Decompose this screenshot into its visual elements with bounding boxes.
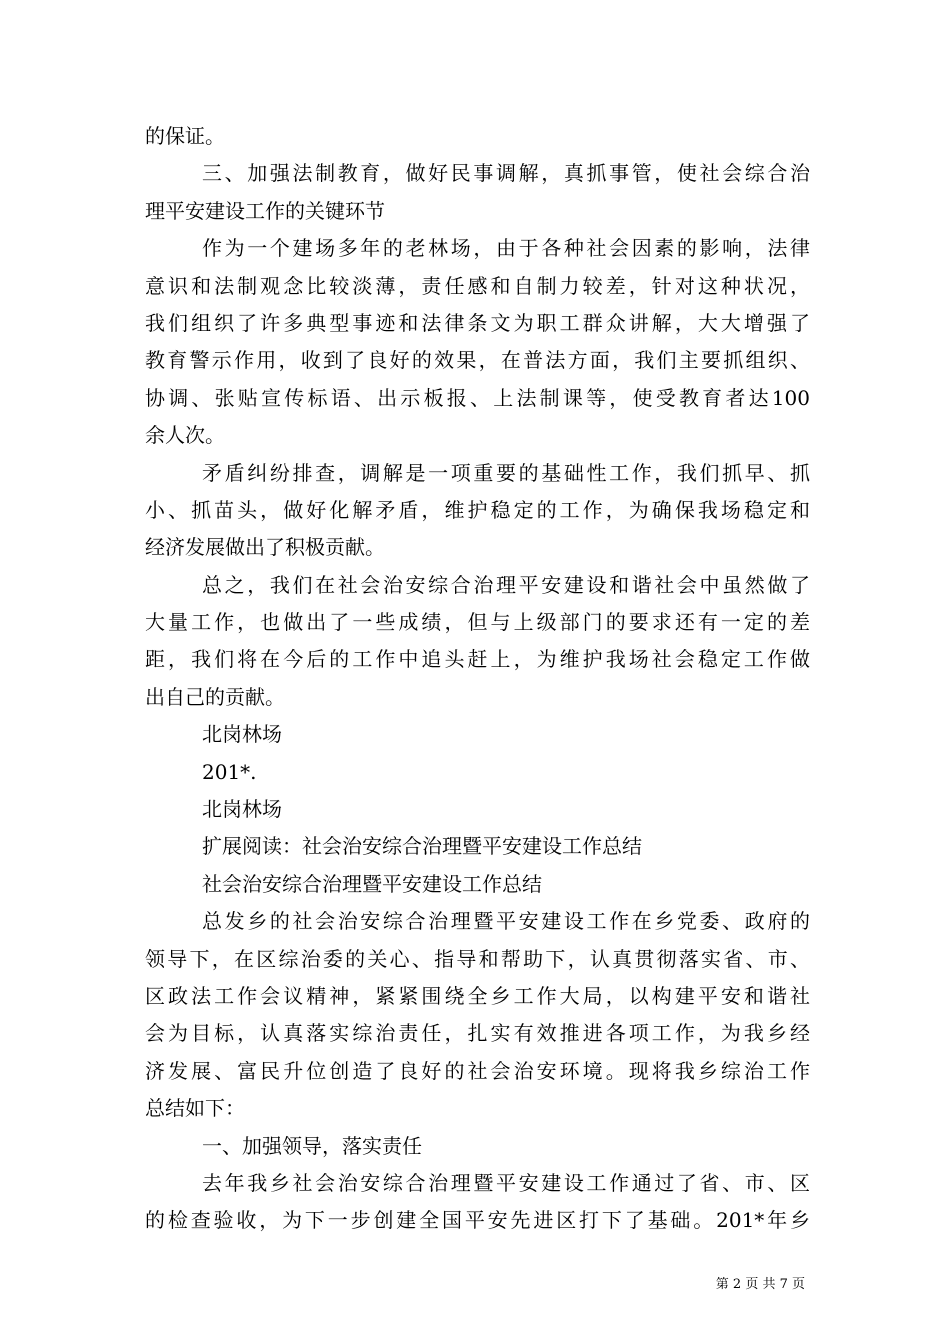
text-line: 扩展阅读：社会治安综合治理暨平安建设工作总结	[202, 834, 642, 859]
text-line: 总结如下：	[145, 1096, 245, 1121]
text-line: 我们组织了许多典型事迹和法律条文为职工群众讲解，大大增强了	[145, 310, 810, 335]
text-line: 距，我们将在今后的工作中追头赶上，为维护我场社会稳定工作做	[145, 647, 810, 672]
text-line: 出自己的贡献。	[145, 684, 285, 709]
text-line: 总之，我们在社会治安综合治理平安建设和谐社会中虽然做了	[202, 572, 810, 597]
text-line: 北岗林场	[202, 722, 282, 747]
text-line: 意识和法制观念比较淡薄，责任感和自制力较差，针对这种状况，	[145, 273, 810, 298]
text-line: 小、抓苗头，做好化解矛盾，维护稳定的工作，为确保我场稳定和	[145, 497, 810, 522]
text-line: 领导下，在区综治委的关心、指导和帮助下，认真贯彻落实省、市、	[145, 946, 810, 971]
text-line: 总发乡的社会治安综合治理暨平安建设工作在乡党委、政府的	[202, 909, 810, 934]
document-body	[145, 118, 810, 1240]
text-line: 会为目标，认真落实综治责任，扎实有效推进各项工作，为我乡经	[145, 1021, 810, 1046]
text-line: 一、加强领导，落实责任	[202, 1133, 422, 1158]
text-line: 北岗林场	[202, 797, 282, 822]
text-line: 济发展、富民升位创造了良好的社会治安环境。现将我乡综治工作	[145, 1058, 810, 1083]
text-line: 去年我乡社会治安综合治理暨平安建设工作通过了省、市、区	[202, 1170, 810, 1195]
text-line: 矛盾纠纷排查，调解是一项重要的基础性工作，我们抓早、抓	[202, 460, 810, 485]
text-line: 教育警示作用，收到了良好的效果，在普法方面，我们主要抓组织、	[145, 348, 810, 373]
text-line: 三、加强法制教育，做好民事调解，真抓事管，使社会综合治	[202, 161, 810, 186]
text-line: 的检查验收，为下一步创建全国平安先进区打下了基础。201*年乡	[145, 1208, 810, 1233]
text-line: 余人次。	[145, 423, 225, 448]
text-line: 协调、张贴宣传标语、出示板报、上法制课等，使受教育者达100	[145, 385, 810, 410]
page-number: 第 2 页 共 7 页	[715, 1277, 805, 1292]
text-line: 大量工作，也做出了一些成绩，但与上级部门的要求还有一定的差	[145, 610, 810, 635]
text-line: 作为一个建场多年的老林场，由于各种社会因素的影响，法律	[202, 236, 810, 261]
text-line: 201*.	[202, 759, 257, 784]
text-line: 理平安建设工作的关键环节	[145, 198, 385, 223]
text-line: 经济发展做出了积极贡献。	[145, 535, 385, 560]
text-line: 区政法工作会议精神，紧紧围绕全乡工作大局，以构建平安和谐社	[145, 983, 810, 1008]
text-line: 社会治安综合治理暨平安建设工作总结	[202, 871, 542, 896]
text-line: 的保证。	[145, 124, 225, 148]
